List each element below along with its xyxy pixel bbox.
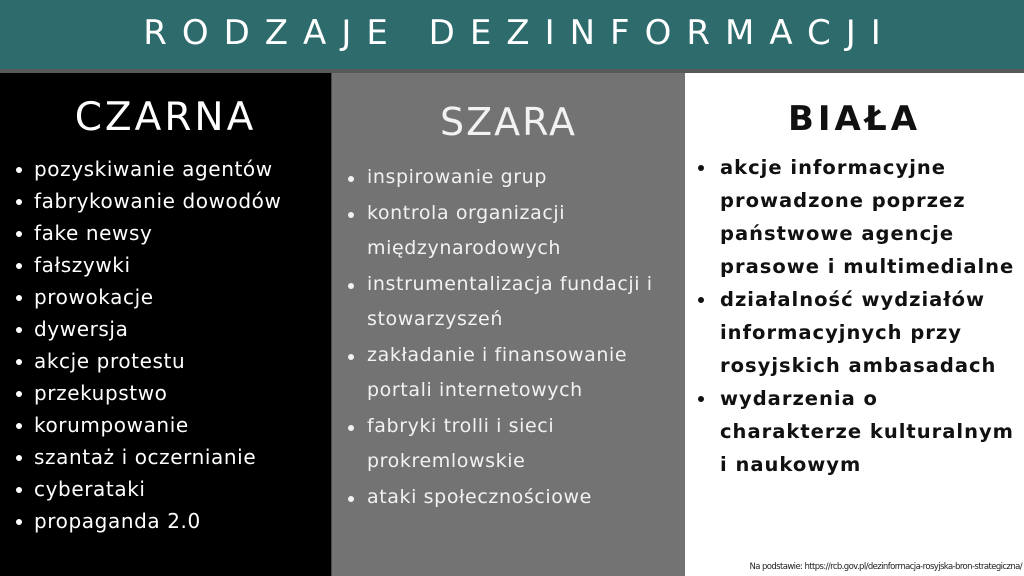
bullet-icon [16, 199, 22, 205]
list-item: przekupstwo [34, 377, 331, 409]
bullet-icon [16, 391, 22, 397]
list-item: zakładanie i finansowanie portali internetowych [367, 338, 682, 409]
bullet-icon [698, 396, 704, 402]
bullet-icon [16, 519, 22, 525]
list-item: korumpowanie [34, 409, 331, 441]
header-banner [0, 0, 1024, 69]
list-item: instrumentalizacja fundacji i stowarzyszeń [367, 267, 662, 338]
column-szara [331, 73, 685, 576]
list-item: fałszywki [34, 249, 331, 281]
item-list [685, 151, 1024, 481]
bullet-icon [698, 165, 704, 171]
bullet-icon [348, 176, 354, 182]
bullet-icon [16, 231, 22, 237]
column-title: BIAŁA [787, 99, 922, 139]
list-item: kontrola organizacji międzynarodowych [367, 196, 637, 267]
column-title: SZARA [439, 100, 577, 144]
list-item: ataki społecznościowe [367, 480, 685, 516]
bullet-icon [348, 425, 354, 431]
list-item: akcje informacyjne prowadzone poprzez państwowe agencje prasowe i multimedialne [720, 151, 1020, 283]
source-note: Na podstawie: https://rcb.gov.pl/dezinformacja-rosyjska-bron-strategiczna/ [749, 562, 1022, 572]
list-item: fake newsy [34, 217, 331, 249]
bullet-icon [16, 359, 22, 365]
list-item: propaganda 2.0 [34, 505, 331, 537]
list-item: prowokacje [34, 281, 331, 313]
column-title: CZARNA [74, 95, 257, 140]
list-item: cyberataki [34, 473, 331, 505]
bullet-icon [698, 297, 704, 303]
bullet-icon [348, 212, 354, 218]
bullet-icon [16, 295, 22, 301]
bullet-icon [348, 354, 354, 360]
bullet-icon [16, 423, 22, 429]
list-item: akcje protestu [34, 345, 331, 377]
bullet-icon [16, 455, 22, 461]
bullet-icon [16, 487, 22, 493]
list-item: fabryki trolli i sieci prokremlowskie [367, 409, 617, 480]
item-list [332, 160, 685, 515]
bullet-icon [348, 496, 354, 502]
list-item: dywersja [34, 313, 331, 345]
bullet-icon [16, 167, 22, 173]
list-item: wydarzenia o charakterze kulturalnym i naukowym [720, 382, 1020, 481]
list-item: pozyskiwanie agentów [34, 153, 331, 185]
bullet-icon [348, 283, 354, 289]
page-title: RODZAJE DEZINFORMACJI [143, 12, 896, 53]
list-item: inspirowanie grup [367, 160, 685, 196]
list-item: fabrykowanie dowodów [34, 185, 331, 217]
bullet-icon [16, 327, 22, 333]
column-czarna [0, 73, 331, 576]
item-list [0, 153, 331, 537]
column-biala [685, 73, 1024, 576]
list-item: działalność wydziałów informacyjnych przy rosyjskich ambasadach [720, 283, 1010, 382]
bullet-icon [16, 263, 22, 269]
list-item: szantaż i oczernianie [34, 441, 331, 473]
